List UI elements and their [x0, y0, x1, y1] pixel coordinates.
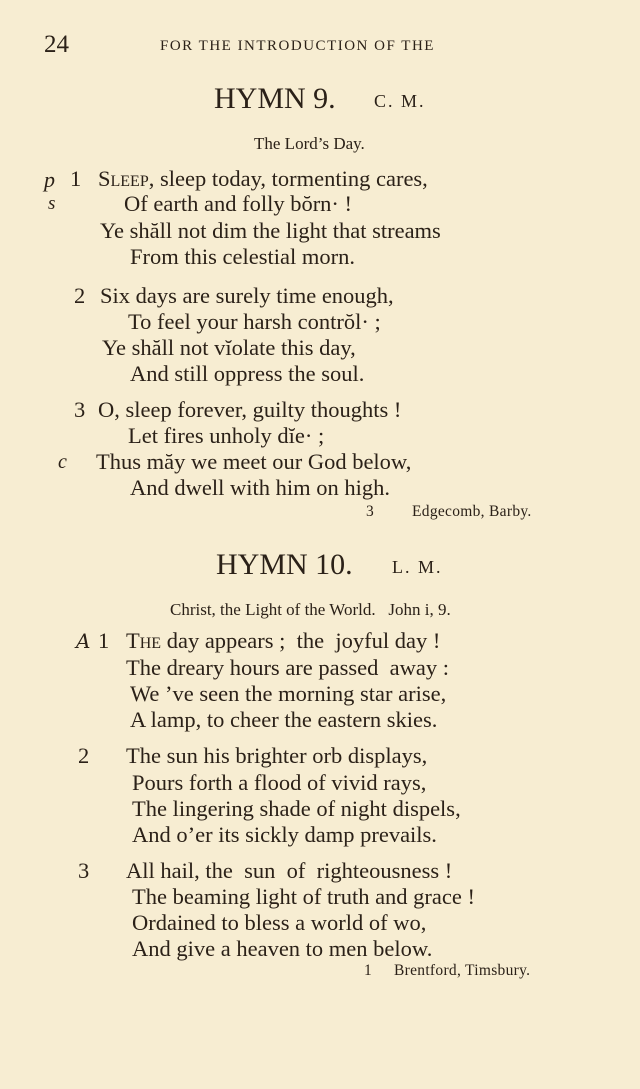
- hymn-9-title: HYMN 9.: [214, 82, 336, 115]
- first-word: The: [126, 628, 162, 653]
- hymn-9-verse-3-line-4: And dwell with him on high.: [130, 475, 390, 500]
- line-rest: day appears ; the joyful day !: [161, 628, 441, 653]
- hymn-10-verse-2-line-3: The lingering shade of night dispels,: [132, 796, 461, 821]
- hymn-9-verse-1-line-2: Of earth and folly bŏrn· !: [124, 191, 353, 216]
- hymn-9-verse-2-line-4: And still oppress the soul.: [130, 361, 365, 386]
- hymn-10-verse-3-line-1: All hail, the sun of righteousness !: [126, 858, 453, 883]
- verse-number: 3: [78, 858, 90, 883]
- dynamic-mark-s: s: [48, 193, 56, 214]
- hymn-10-meter: L. M.: [392, 557, 443, 577]
- hymn-10-verse-3-line-3: Ordained to bless a world of wo,: [132, 910, 427, 935]
- hymn-9-verse-2-line-2: To feel your harsh contrŏl· ;: [128, 309, 381, 334]
- hymn-10-subtitle: Christ, the Light of the World. John i, 9.: [170, 600, 451, 619]
- page-number: 24: [44, 31, 69, 58]
- hymn-9-verse-2-line-1: Six days are surely time enough,: [100, 283, 394, 308]
- hymn-10-verse-3-line-4: And give a heaven to men below.: [132, 936, 433, 961]
- dynamic-mark-c: c: [58, 451, 67, 473]
- hymn-9-verse-1-line-1: [98, 166, 428, 192]
- hymn-9-meter: C. M.: [374, 91, 426, 111]
- verse-number: 1: [70, 166, 82, 191]
- tune-count: 3: [366, 503, 374, 520]
- tune-names: Edgecomb, Barby.: [412, 503, 532, 520]
- hymn-9-verse-3-line-3: Thus măy we meet our God below,: [96, 449, 412, 474]
- verse-number: 1: [98, 628, 110, 653]
- dynamic-mark-p: p: [44, 167, 55, 192]
- hymn-10-verse-1-line-2: The dreary hours are passed away :: [126, 655, 449, 680]
- hymn-9-verse-3-line-1: O, sleep forever, guilty thoughts !: [98, 397, 402, 422]
- hymn-9-verse-1-line-3: Ye shăll not dim the light that streams: [100, 218, 441, 243]
- hymn-9-verse-1-line-4: From this celestial morn.: [130, 244, 355, 269]
- verse-number: 2: [74, 283, 86, 308]
- hymn-9-subtitle: The Lord’s Day.: [254, 134, 365, 153]
- hymn-10-verse-1-line-3: We ’ve seen the morning star arise,: [130, 681, 447, 706]
- hymn-10-verse-2-line-1: The sun his brighter orb displays,: [126, 743, 428, 768]
- hymn-9-verse-2-line-3: Ye shăll not vĭolate this day,: [102, 335, 356, 360]
- hymn-10-verse-2-line-2: Pours forth a flood of vivid rays,: [132, 770, 427, 795]
- hymn-10-verse-1-line-4: A lamp, to cheer the eastern skies.: [130, 707, 438, 732]
- verse-number: 3: [74, 397, 86, 422]
- hymn-9-verse-3-line-2: Let fires unholy dĭe· ;: [128, 423, 325, 448]
- first-word: Sleep,: [98, 166, 155, 191]
- dynamic-mark-a: A: [76, 629, 91, 653]
- hymn-10-verse-3-line-2: The beaming light of truth and grace !: [132, 884, 476, 909]
- hymn-10-verse-1-line-1: [126, 628, 440, 654]
- line-rest: sleep today, tormenting cares,: [154, 166, 428, 191]
- tune-names: Brentford, Timsbury.: [394, 962, 531, 979]
- tune-count: 1: [364, 962, 372, 979]
- hymn-10-title: HYMN 10.: [216, 548, 353, 581]
- verse-number: 2: [78, 743, 90, 768]
- running-head: FOR THE INTRODUCTION OF THE: [160, 38, 435, 54]
- hymn-10-verse-2-line-4: And o’er its sickly damp prevails.: [132, 822, 437, 847]
